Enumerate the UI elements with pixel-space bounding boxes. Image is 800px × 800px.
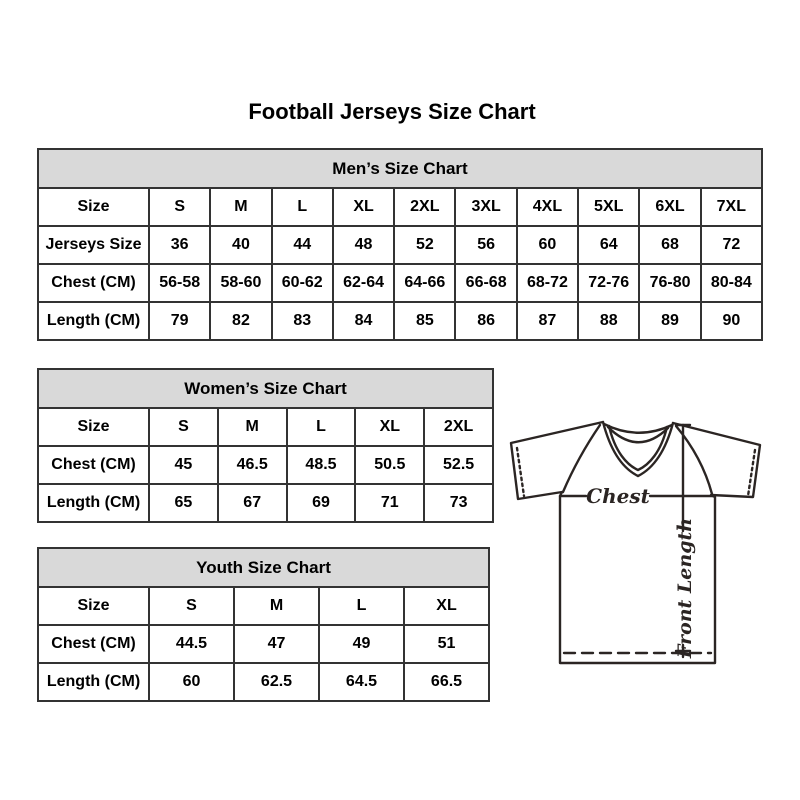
youth-size-table-grid — [37, 547, 490, 702]
cell-value: 60-62 — [272, 264, 333, 302]
cell-value: 88 — [578, 302, 639, 340]
cell-value: 68 — [639, 226, 700, 264]
womens-size-table — [37, 368, 494, 523]
cell-value: 2XL — [394, 188, 455, 226]
table-title: Women’s Size Chart — [38, 369, 493, 408]
cell-value: 58-60 — [210, 264, 271, 302]
mens-size-table-grid — [37, 148, 763, 341]
jersey-right-sleeve-seam — [676, 426, 712, 494]
cell-value: 73 — [424, 484, 493, 522]
cell-value: 44.5 — [149, 625, 234, 663]
cell-value: 79 — [149, 302, 210, 340]
cell-value: S — [149, 408, 218, 446]
cell-value: XL — [333, 188, 394, 226]
row-label: Length (CM) — [38, 484, 149, 522]
table-row — [38, 188, 762, 226]
table-row — [38, 587, 489, 625]
cell-value: 69 — [287, 484, 356, 522]
table-row — [38, 446, 493, 484]
cell-value: 56-58 — [149, 264, 210, 302]
cell-value: 51 — [404, 625, 489, 663]
cell-value: 66.5 — [404, 663, 489, 701]
cell-value: 52.5 — [424, 446, 493, 484]
womens-size-table-grid — [37, 368, 494, 523]
table-row — [38, 264, 762, 302]
youth-size-table — [37, 547, 490, 702]
cell-value: 62-64 — [333, 264, 394, 302]
table-title: Men’s Size Chart — [38, 149, 762, 188]
cell-value: 52 — [394, 226, 455, 264]
cell-value: 47 — [234, 625, 319, 663]
jersey-left-sleeve-seam — [563, 425, 600, 492]
table-row — [38, 484, 493, 522]
cell-value: 50.5 — [355, 446, 424, 484]
cell-value: 6XL — [639, 188, 700, 226]
cell-value: 7XL — [701, 188, 762, 226]
cell-value: 40 — [210, 226, 271, 264]
row-label: Chest (CM) — [38, 446, 149, 484]
table-row — [38, 302, 762, 340]
jersey-vneck-outer — [603, 422, 673, 476]
cell-value: S — [149, 587, 234, 625]
row-label: Chest (CM) — [38, 625, 149, 663]
cell-value: 46.5 — [218, 446, 287, 484]
cell-value: 3XL — [455, 188, 516, 226]
front-length-label: Front Length — [674, 517, 696, 659]
cell-value: 64 — [578, 226, 639, 264]
cell-value: M — [234, 587, 319, 625]
cell-value: 83 — [272, 302, 333, 340]
cell-value: S — [149, 188, 210, 226]
cell-value: 72-76 — [578, 264, 639, 302]
cell-value: 71 — [355, 484, 424, 522]
cell-value: 68-72 — [517, 264, 578, 302]
cell-value: 66-68 — [455, 264, 516, 302]
cell-value: 56 — [455, 226, 516, 264]
table-title: Youth Size Chart — [38, 548, 489, 587]
row-label: Length (CM) — [38, 302, 149, 340]
cell-value: 4XL — [517, 188, 578, 226]
row-label: Size — [38, 587, 149, 625]
cell-value: 48 — [333, 226, 394, 264]
cell-value: 82 — [210, 302, 271, 340]
cell-value: 65 — [149, 484, 218, 522]
cell-value: 64.5 — [319, 663, 404, 701]
row-label: Size — [38, 408, 149, 446]
cell-value: 86 — [455, 302, 516, 340]
mens-size-table — [37, 148, 763, 341]
cell-value: M — [210, 188, 271, 226]
cell-value: 85 — [394, 302, 455, 340]
cell-value: 60 — [517, 226, 578, 264]
jersey-outline — [511, 422, 760, 663]
cell-value: M — [218, 408, 287, 446]
table-row — [38, 625, 489, 663]
cell-value: 90 — [701, 302, 762, 340]
jersey-left-sleeve-hem-dotted — [517, 448, 524, 496]
cell-value: 36 — [149, 226, 210, 264]
cell-value: L — [272, 188, 333, 226]
cell-value: 72 — [701, 226, 762, 264]
row-label: Size — [38, 188, 149, 226]
cell-value: 87 — [517, 302, 578, 340]
cell-value: L — [287, 408, 356, 446]
cell-value: 62.5 — [234, 663, 319, 701]
cell-value: 5XL — [578, 188, 639, 226]
jersey-measurement-diagram — [498, 405, 785, 673]
table-row — [38, 408, 493, 446]
table-row — [38, 226, 762, 264]
cell-value: 44 — [272, 226, 333, 264]
cell-value: 48.5 — [287, 446, 356, 484]
cell-value: 67 — [218, 484, 287, 522]
table-row — [38, 663, 489, 701]
cell-value: 84 — [333, 302, 394, 340]
cell-value: XL — [404, 587, 489, 625]
page-title: Football Jerseys Size Chart — [248, 99, 536, 124]
row-label: Length (CM) — [38, 663, 149, 701]
cell-value: 60 — [149, 663, 234, 701]
cell-value: 45 — [149, 446, 218, 484]
cell-value: 64-66 — [394, 264, 455, 302]
cell-value: 49 — [319, 625, 404, 663]
cell-value: XL — [355, 408, 424, 446]
row-label: Jerseys Size — [38, 226, 149, 264]
cell-value: 76-80 — [639, 264, 700, 302]
chest-label: Chest — [586, 484, 650, 508]
cell-value: L — [319, 587, 404, 625]
cell-value: 2XL — [424, 408, 493, 446]
row-label: Chest (CM) — [38, 264, 149, 302]
cell-value: 80-84 — [701, 264, 762, 302]
cell-value: 89 — [639, 302, 700, 340]
